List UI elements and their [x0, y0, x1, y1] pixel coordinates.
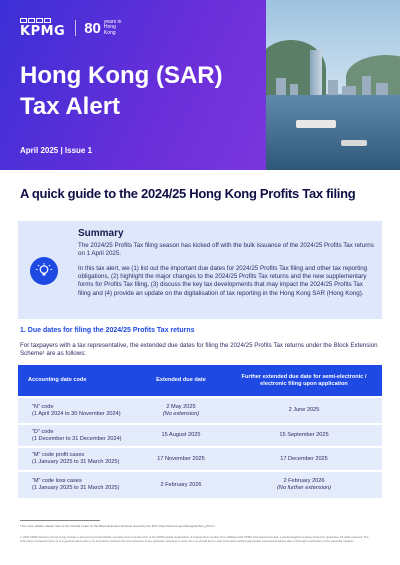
summary-title: Summary	[78, 228, 124, 239]
extended-due-date-cell: 17 November 2025	[136, 447, 226, 471]
ferry	[296, 120, 336, 128]
logo-row	[20, 18, 126, 38]
table-row	[18, 397, 382, 424]
kpmg-logo	[20, 18, 65, 38]
title-line-1: Hong Kong (SAR)	[20, 62, 223, 89]
title-line-2: Tax Alert	[20, 93, 121, 120]
lightbulb-icon	[30, 257, 58, 285]
extended-due-date-cell: 2 May 2025 (No extension)	[136, 397, 226, 424]
due-dates-table	[18, 365, 382, 498]
kpmg-logo-text: KPMG	[20, 24, 66, 39]
extended-due-date-cell: 2 February 2026	[136, 471, 226, 498]
issue-label: April 2025 | Issue 1	[20, 146, 93, 155]
column-header: Extended due date	[136, 365, 226, 397]
table-header-row	[18, 365, 382, 397]
accounting-date-code-cell: “N” code (1 April 2024 to 30 November 2024)	[18, 397, 136, 424]
summary-box	[18, 221, 382, 319]
accounting-date-code-cell: “D” code (1 December to 31 December 2024)	[18, 424, 136, 447]
accounting-date-code-cell: “M” code loss cases (1 January 2025 to 31 March 2025)	[18, 471, 136, 498]
further-extended-due-date-cell: 17 December 2025	[226, 447, 382, 471]
section-1-intro: For taxpayers with a tax representative, the extended due dates for filing the 2024/25 Profits Tax returns under the Block Extension Scheme¹ are as follows:	[20, 342, 378, 358]
column-header: Accounting date code	[18, 365, 136, 397]
harbour-photo	[266, 0, 400, 170]
skyscraper	[310, 50, 322, 98]
header-banner	[0, 0, 400, 170]
column-header: Further extended due date for semi-electronic / electronic filing upon application	[226, 365, 382, 397]
anniversary-badge	[75, 20, 126, 37]
further-extended-due-date-cell: 2 June 2025	[226, 397, 382, 424]
anniversary-number: 80	[84, 19, 101, 37]
further-extended-due-date-cell: 2 February 2026 (No further extension)	[226, 471, 382, 498]
extended-due-date-cell: 15 August 2025	[136, 424, 226, 447]
footnote-divider	[20, 520, 100, 521]
table-row	[18, 471, 382, 498]
accounting-date-code-cell: “M” code profit cases (1 January 2025 to 31 March 2025)	[18, 447, 136, 471]
further-extended-due-date-cell: 15 September 2025	[226, 424, 382, 447]
main-heading: A quick guide to the 2024/25 Hong Kong Profits Tax filing	[20, 186, 356, 201]
legal-disclaimer: © 2025 KPMG Advisory (Hong Kong) Limited, a Hong Kong limited liability company and a member firm of the KPMG global organization of independent member firms affiliated with KPMG International Limited, a private English company limited by guarantee. All rights reserved. The information contained herein is of a general nature and is not intended to address the circumstances of any particular individual or entity. No one should act on such information without appropriate professional advice after a thorough examination of the particular situation.	[20, 535, 369, 543]
section-1-title: 1. Due dates for filing the 2024/25 Profits Tax returns	[20, 327, 195, 334]
anniversary-caption: years in Hong Kong	[103, 18, 122, 36]
footnote: ¹ For more details, please refer to the Circular Letter on the Block Extension Scheme issued by the IRD: https://www.ird.gov.hk/eng/tax/bus_pft.htm	[20, 524, 215, 528]
summary-paragraph-1: The 2024/25 Profits Tax filing season has kicked off with the bulk issuance of the 2024/25 Profits Tax returns on 1 April 2025.	[78, 242, 374, 258]
summary-paragraph-2: In this tax alert, we (1) list out the important due dates for 2024/25 Profits Tax filing and other tax reporting obligations, (2) highlight the major changes to the 2024/25 Profits Tax returns and the new supplementary forms for Profits Tax filing, (3) discuss the key tax developments that may impact the 2024/25 Profits Tax filing and (4) provide an update on the digitalisation of tax reporting in the Hong Kong SAR (Hong Kong).	[78, 265, 368, 297]
table-row	[18, 424, 382, 447]
table-row	[18, 447, 382, 471]
page-title	[20, 60, 223, 122]
kpmg-logo-boxes	[20, 18, 65, 23]
